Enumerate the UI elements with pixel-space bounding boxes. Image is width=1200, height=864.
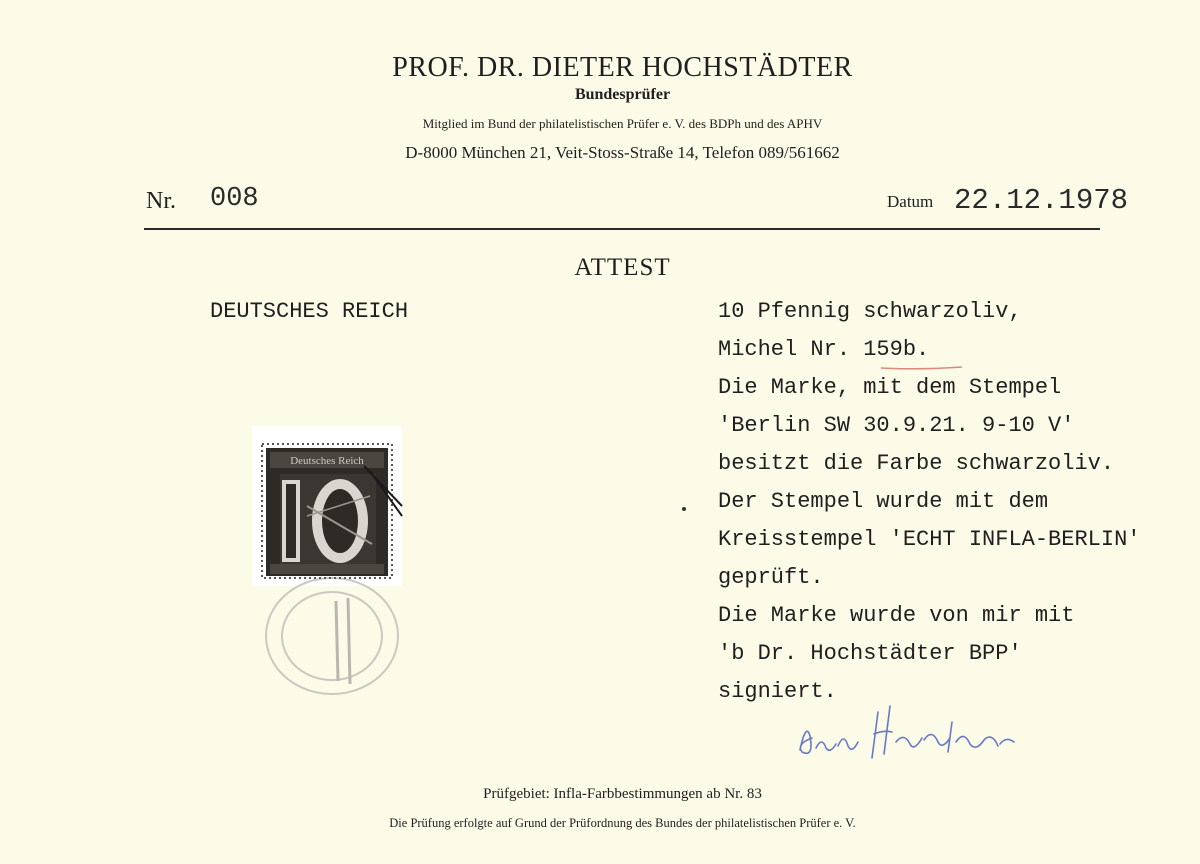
- examination-scope: Prüfgebiet: Infla-Farbbestimmungen ab Nr. 83: [483, 786, 762, 802]
- certificate-number: 008: [210, 184, 259, 214]
- body-line: Kreisstempel 'ECHT INFLA-BERLIN': [718, 527, 1141, 552]
- body-line: besitzt die Farbe schwarzoliv.: [718, 451, 1115, 476]
- issuer-role: Bundesprüfer: [574, 86, 671, 103]
- body-line: Michel Nr. 159b.: [718, 337, 930, 362]
- certificate-date: 22.12.1978: [954, 184, 1129, 217]
- body-line: Der Stempel wurde mit dem: [718, 489, 1049, 514]
- examiner-signature: [792, 692, 1022, 772]
- body-line: signiert.: [718, 679, 837, 704]
- ink-dot: [682, 507, 686, 511]
- issuer-name: PROF. DR. DIETER HOCHSTÄDTER: [392, 52, 853, 83]
- regulation-note: Die Prüfung erfolgte auf Grund der Prüfordnung des Bundes der philatelistischen Prüfer e. V.: [389, 816, 856, 830]
- body-line: 'b Dr. Hochstädter BPP': [718, 641, 1022, 666]
- date-label: Datum: [887, 192, 934, 211]
- certificate-number-label: Nr.: [146, 188, 176, 214]
- certificate-heading: ATTEST: [574, 254, 671, 281]
- body-line: geprüft.: [718, 565, 824, 590]
- svg-text:Deutsches Reich: Deutsches Reich: [290, 455, 364, 467]
- country-label: DEUTSCHES REICH: [210, 299, 409, 324]
- body-line: Die Marke, mit dem Stempel: [718, 375, 1062, 400]
- membership-line: Mitglied im Bund der philatelistischen Prüfer e. V. des BDPh und des APHV: [422, 116, 823, 131]
- body-line: Die Marke wurde von mir mit: [718, 603, 1075, 628]
- body-line: 'Berlin SW 30.9.21. 9-10 V': [718, 413, 1075, 438]
- address-line: D-8000 München 21, Veit-Stoss-Straße 14, Telefon 089/561662: [405, 143, 840, 162]
- body-line: 10 Pfennig schwarzoliv,: [718, 299, 1022, 324]
- pencil-underline: [880, 366, 963, 370]
- header-divider: [144, 228, 1100, 230]
- postage-stamp: [252, 426, 412, 698]
